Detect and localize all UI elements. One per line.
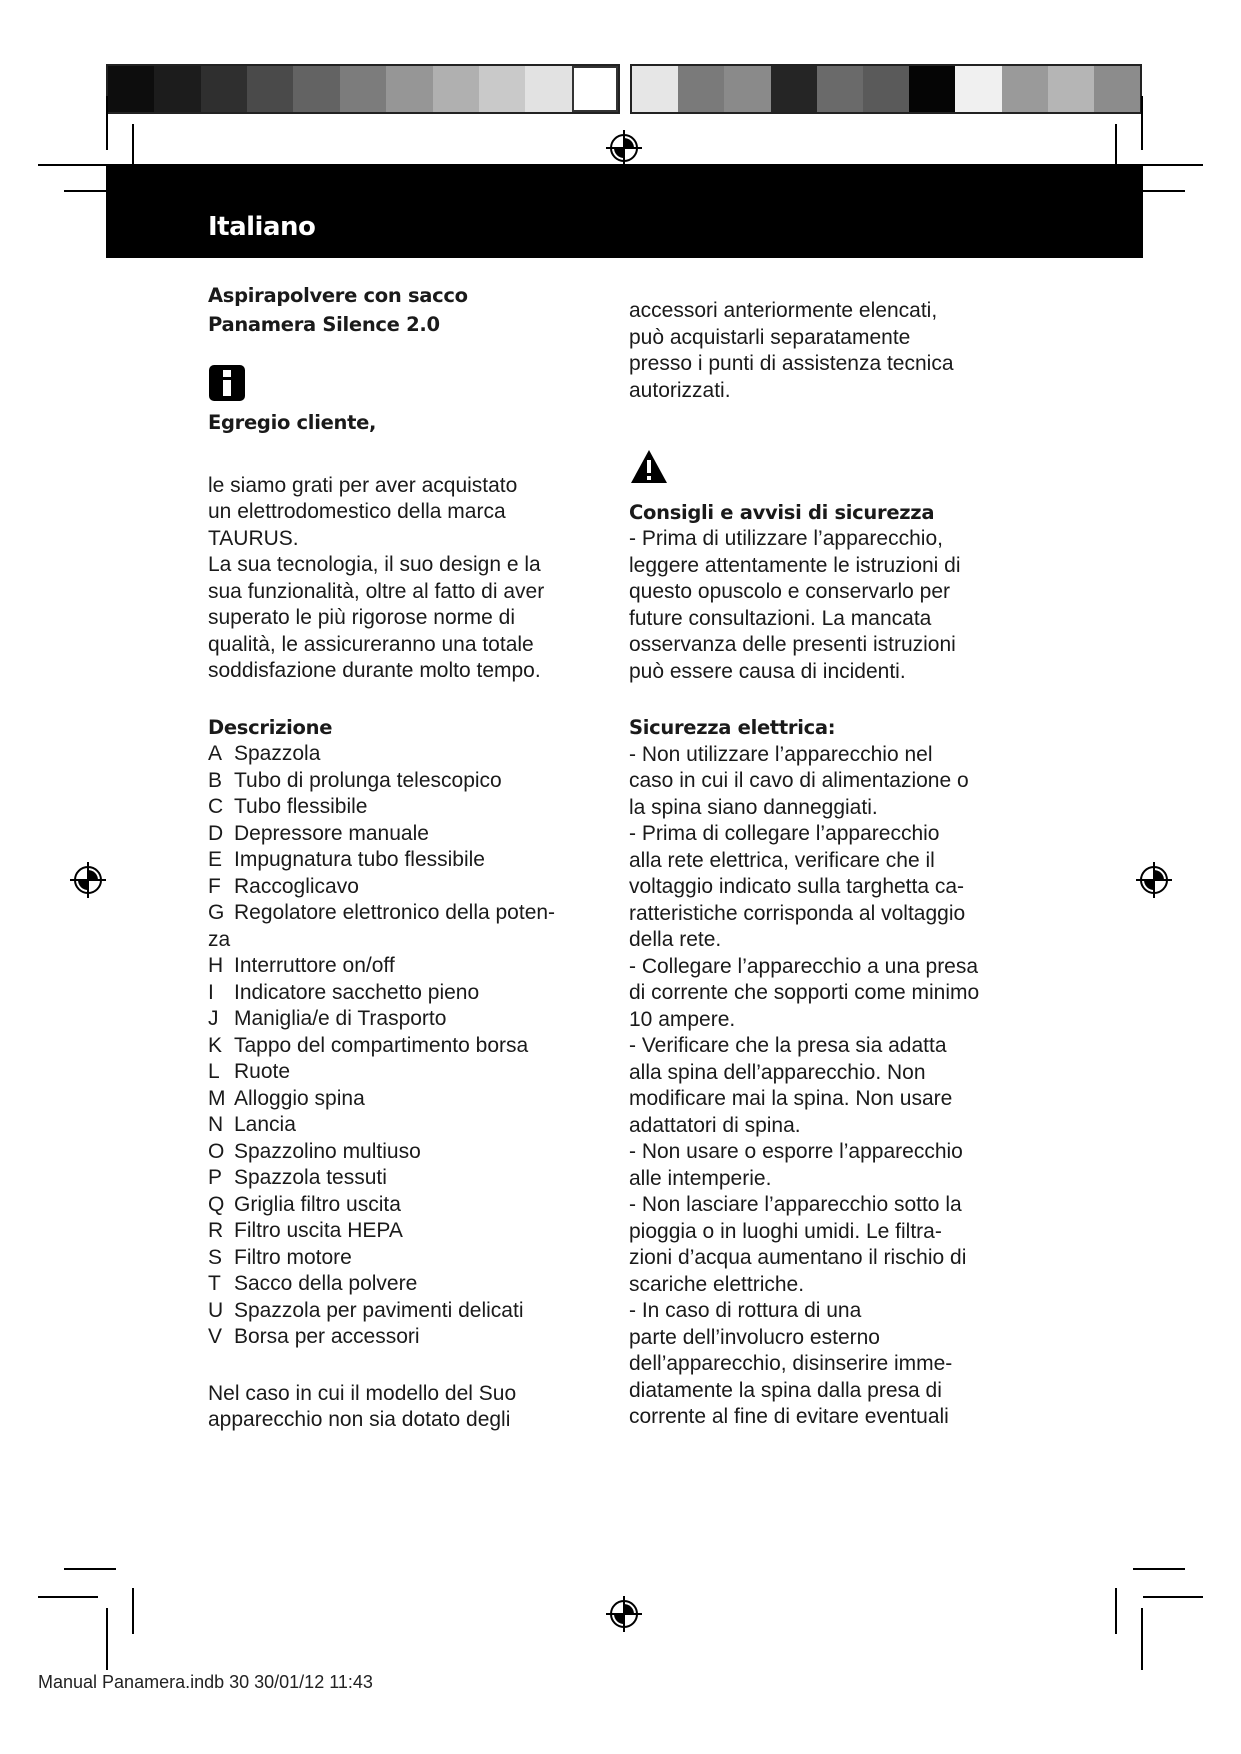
text-line: può essere causa di incidenti. [629,659,906,683]
text-line: pioggia o in luoghi umidi. Le filtra- [629,1219,942,1243]
color-bar-left [106,64,620,114]
swatch [955,66,1001,112]
registration-mark-icon [68,860,108,900]
text-line: - Non utilizzare l’apparecchio nel [629,742,933,766]
list-item: M Alloggio spina [208,1086,365,1110]
crop-mark [64,1568,116,1570]
text-line: osservanza delle presenti istruzioni [629,633,956,656]
list-item: C Tubo flessibile [208,795,368,818]
text-line: accessori anteriormente elencati, [629,299,938,322]
text-line: scariche elettriche. [629,1272,805,1296]
crop-mark [1143,1596,1203,1598]
text-line: alle intemperie. [629,1166,772,1190]
text-line: parte dell’involucro esterno [629,1325,880,1349]
text-line: può acquistarli separatamente [629,325,911,349]
list-item: za [208,927,231,951]
text-line: Nel caso in cui il modello del Suo [208,1381,517,1405]
info-icon [208,364,246,402]
print-slug: Manual Panamera.indb 30 30/01/12 11:43 [38,1672,373,1692]
text-line: future consultazioni. La mancata [629,606,932,630]
text-line: - Collegare l’apparecchio a una presa [629,954,979,978]
crop-mark [38,1596,98,1598]
list-item: E Impugnatura tubo flessibile [208,848,485,871]
text-line: dell’apparecchio, disinserire imme- [629,1352,953,1375]
list-item: K Tappo del compartimento borsa [208,1033,529,1057]
crop-mark [1115,1588,1117,1634]
text-line: alla rete elettrica, verificare che il [629,848,935,872]
swatch [771,66,817,112]
swatch [1048,66,1094,112]
text-line: presso i punti di assistenza tecnica [629,352,954,375]
list-item: L Ruote [208,1060,291,1083]
left-column [208,283,608,1434]
list-item: A Spazzola [208,742,321,765]
list-item: O Spazzolino multiuso [208,1139,421,1163]
text-line: - Non usare o esporre l’apparecchio [629,1140,963,1163]
text-line: della rete. [629,928,722,951]
text-line: qualità, le assicureranno una totale [208,632,534,656]
info-icon-wrapper [208,364,608,404]
warning-icon [629,448,669,486]
text-line: corrente al fine di evitare eventuali [629,1405,949,1428]
crop-mark [1141,1608,1143,1670]
description-heading: Descrizione [208,715,333,739]
list-item: Q Griglia filtro uscita [208,1192,401,1216]
crop-mark [1141,96,1143,150]
swatch [433,66,479,112]
text-line: autorizzati. [629,378,731,402]
list-item: P Spazzola tessuti [208,1166,387,1189]
crop-mark [1133,1568,1185,1570]
text-line: modificare mai la spina. Non usare [629,1087,953,1110]
swatch [479,66,525,112]
list-item: N Lancia [208,1113,296,1136]
crop-mark [38,164,106,166]
list-item: R Filtro uscita HEPA [208,1219,403,1242]
text-line: TAURUS. [208,526,299,550]
crop-mark [106,1608,108,1670]
language-title: Italiano [208,212,316,242]
swatch [724,66,770,112]
color-bar-right [630,64,1142,114]
swatch [525,66,571,112]
intro-paragraph [208,473,608,685]
text-line: sua funzionalità, oltre al fatto di aver [208,579,545,603]
list-item: H Interruttore on/off [208,954,395,977]
swatch [154,66,200,112]
text-line: diatamente la spina dalla presa di [629,1378,942,1402]
swatch [340,66,386,112]
text-line: - Prima di collegare l’apparecchio [629,822,940,845]
right-column [629,298,1029,1431]
text-line: ratteristiche corrisponda al voltaggio [629,901,966,925]
greeting: Egregio cliente, [208,411,377,434]
product-title-line2: Panamera Silence 2.0 [208,312,440,336]
list-item: D Depressore manuale [208,821,429,845]
list-item: T Sacco della polvere [208,1272,418,1295]
text-line: un elettrodomestico della marca [208,500,506,523]
list-item: S Filtro motore [208,1245,352,1269]
text-line: apparecchio non sia dotato degli [208,1408,511,1431]
text-line: adattatori di spina. [629,1113,801,1137]
swatch [293,66,339,112]
list-item: F Raccoglicavo [208,874,359,898]
text-line: La sua tecnologia, il suo design e la [208,553,541,576]
crop-mark [106,96,108,150]
safety-heading: Consigli e avvisi di sicurezza [629,500,935,524]
description-list [208,741,608,1351]
text-line: - In caso di rottura di una [629,1299,862,1322]
text-line: - Non lasciare l’apparecchio sotto la [629,1193,962,1216]
list-item: G Regolatore elettronico della poten- [208,901,556,924]
registration-mark-icon [604,1594,644,1634]
swatch [1094,66,1140,112]
list-item: I Indicatore sacchetto pieno [208,980,480,1004]
crop-mark [1143,164,1203,166]
text-line: di corrente che sopporti come minimo [629,981,980,1004]
text-line: zioni d’acqua aumentano il rischio di [629,1246,967,1269]
swatch [572,66,618,112]
swatch [247,66,293,112]
swatch [201,66,247,112]
text-line: - Prima di utilizzare l’apparecchio, [629,527,943,550]
text-line: soddisfazione durante molto tempo. [208,659,541,682]
product-title-line1: Aspirapolvere con sacco [208,284,468,307]
swatch [678,66,724,112]
swatch [863,66,909,112]
text-line: alla spina dell’apparecchio. Non [629,1060,926,1084]
text-line: superato le più rigorose norme di [208,606,516,629]
text-line: leggere attentamente le istruzioni di [629,553,961,577]
crop-mark [132,1588,134,1634]
swatch [632,66,678,112]
text-line: 10 ampere. [629,1007,736,1031]
list-item: U Spazzola per pavimenti delicati [208,1298,524,1322]
list-item: V Borsa per accessori [208,1325,420,1348]
registration-mark-icon [1134,860,1174,900]
list-item: J Maniglia/e di Trasporto [208,1007,447,1030]
text-line: - Verificare che la presa sia adatta [629,1034,947,1057]
text-line: caso in cui il cavo di alimentazione o [629,769,969,792]
swatch [386,66,432,112]
text-line: la spina siano danneggiati. [629,795,878,819]
text-line: questo opuscolo e conservarlo per [629,580,951,603]
swatch [817,66,863,112]
swatch [1002,66,1048,112]
swatch [108,66,154,112]
language-header [106,164,1143,258]
electrical-heading: Sicurezza elettrica: [629,716,836,739]
list-item: B Tubo di prolunga telescopico [208,768,502,792]
registration-mark-icon [604,128,644,168]
text-line: voltaggio indicato sulla targhetta ca- [629,875,965,898]
text-line: le siamo grati per aver acquistato [208,473,518,497]
swatch [909,66,955,112]
